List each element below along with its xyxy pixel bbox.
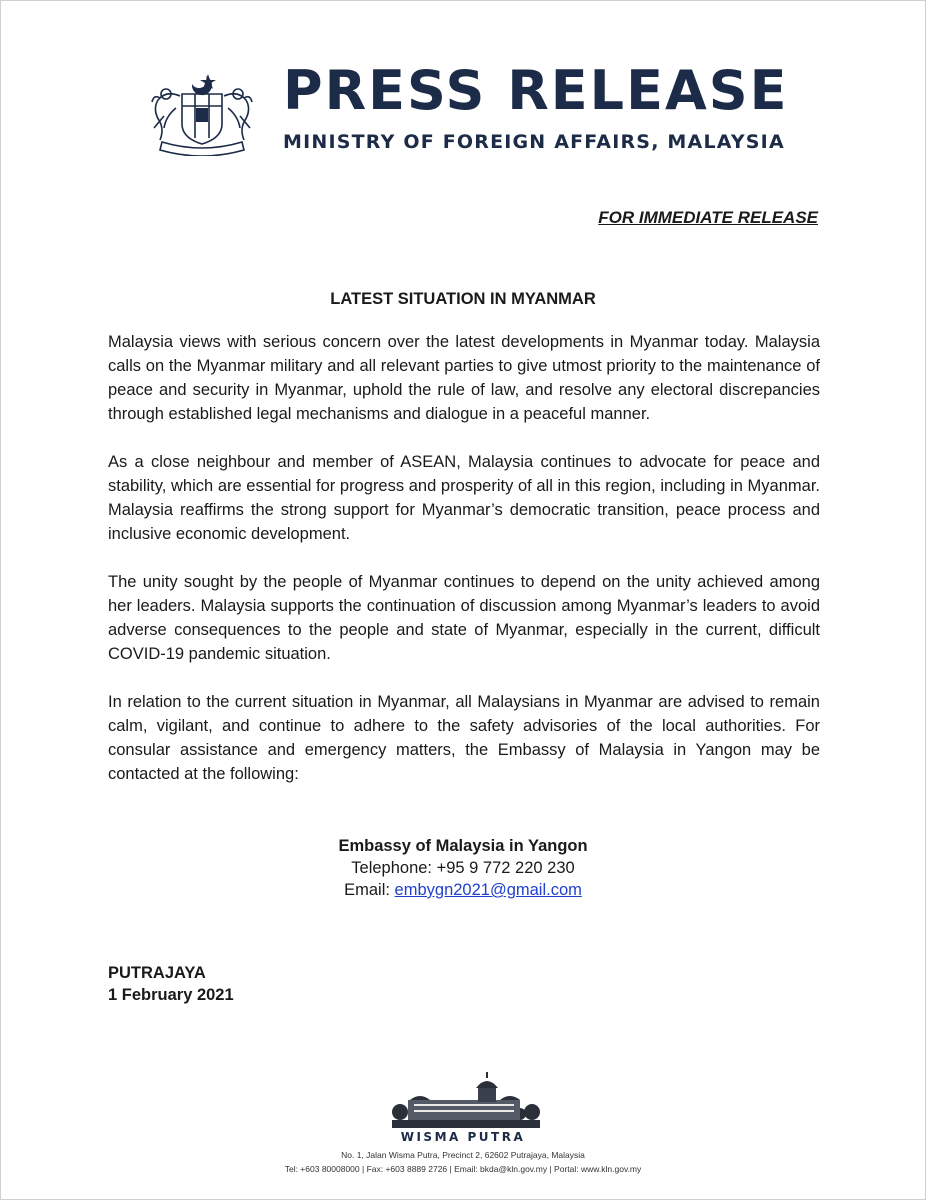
embassy-contact-block [0, 835, 926, 901]
document-title: LATEST SITUATION IN MYANMAR [330, 290, 596, 308]
sign-off-place: PUTRAJAYA [108, 964, 206, 982]
document-body [108, 330, 820, 810]
footer-contacts: Tel: +603 80008000 | Fax: +603 8889 2726 | Email: bkda@kln.gov.my | Portal: www.kln.gov.my [284, 1164, 642, 1174]
sign-off-date: 1 February 2021 [108, 986, 234, 1004]
embassy-email-link[interactable]: embygn2021@gmail.com [394, 881, 582, 899]
malaysia-coat-of-arms-icon [146, 68, 258, 156]
embassy-name: Embassy of Malaysia in Yangon [338, 837, 588, 855]
embassy-email-line [0, 879, 926, 901]
email-label: Email: [344, 881, 395, 899]
press-release-title: PRESS RELEASE [283, 59, 789, 122]
paragraph-4: In relation to the current situation in Myanmar, all Malaysians in Myanmar are advised to remain calm, vigilant, and continue to adhere to the safety advisories of the local authorities. For consular assistance and emergency matters, the Embassy of Malaysia in Yangon may be contacted at the following: [108, 693, 820, 783]
footer-address: No. 1, Jalan Wisma Putra, Precinct 2, 62602 Putrajaya, Malaysia [341, 1150, 585, 1160]
embassy-telephone: Telephone: +95 9 772 220 230 [351, 859, 575, 877]
immediate-release-tag: FOR IMMEDIATE RELEASE [598, 208, 818, 227]
footer-brand: WISMA PUTRA [400, 1130, 526, 1144]
ministry-name: MINISTRY OF FOREIGN AFFAIRS, MALAYSIA [283, 131, 785, 153]
wisma-putra-building-icon [392, 1072, 540, 1128]
paragraph-1: Malaysia views with serious concern over the latest developments in Myanmar today. Malaysia calls on the Myanmar military and all relevant parties to give utmost priority to the maintenance of peace and security in Myanmar, uphold the rule of law, and resolve any electoral discrepancies through established legal mechanisms and dialogue in a peaceful manner. [108, 333, 820, 423]
paragraph-2: As a close neighbour and member of ASEAN, Malaysia continues to advocate for peace and stability, which are essential for progress and prosperity of all in this region, including in Myanmar. Malaysia reaffirms the strong support for Myanmar’s democratic transition, peace process and inclusive economic development. [108, 453, 820, 543]
paragraph-3: The unity sought by the people of Myanmar continues to depend on the unity achieved among her leaders. Malaysia supports the continuation of discussion among Myanmar’s leaders to avoid adverse consequences to the people and state of Myanmar, especially in the current, difficult COVID-19 pandemic situation. [108, 573, 820, 663]
sign-off [108, 962, 234, 1006]
